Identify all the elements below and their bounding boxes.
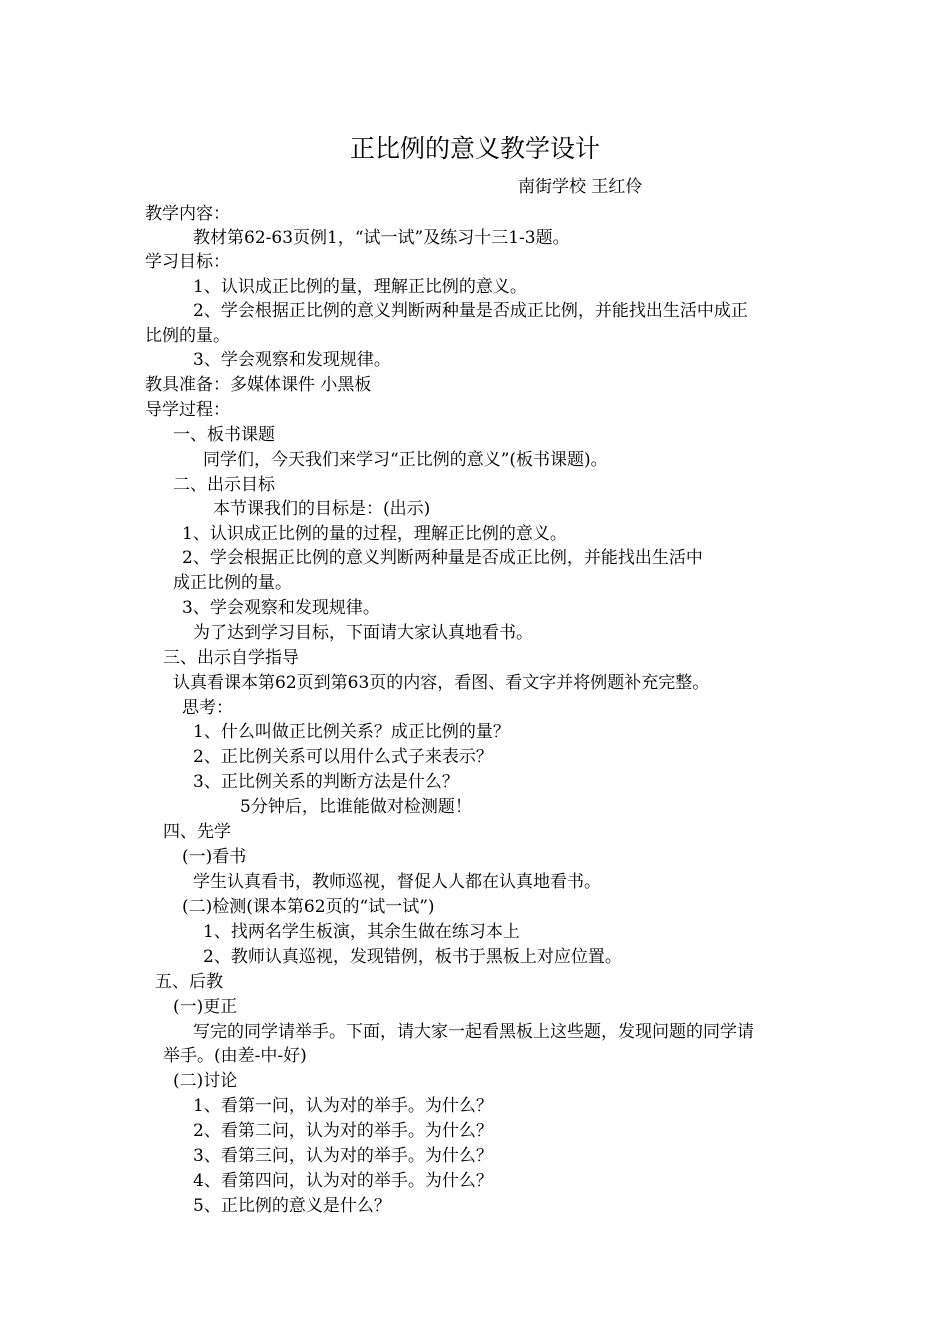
- text-line: 同学们，今天我们来学习“正比例的意义”(板书课题)。: [203, 450, 608, 470]
- heading-5: 五、后教: [155, 972, 223, 992]
- text-line: 2、教师认真巡视，发现错例，板书于黑板上对应位置。: [203, 947, 622, 967]
- text-line: 1、认识成正比例的量，理解正比例的意义。: [193, 277, 527, 297]
- text-line: 2、学会根据正比例的意义判断两种量是否成正比例，并能找出生活中成正: [193, 301, 748, 321]
- subheading: (二)讨论: [173, 1071, 238, 1091]
- subheading: (一)看书: [182, 847, 247, 867]
- text-line: 为了达到学习目标，下面请大家认真地看书。: [193, 623, 533, 643]
- text-line: 比例的量。: [145, 326, 230, 346]
- text-line: 3、学会观察和发现规律。: [182, 598, 380, 618]
- section-label-process: 导学过程：: [145, 400, 230, 420]
- subheading: (一)更正: [173, 997, 238, 1017]
- subheading: (二)检测(课本第62页的“试一试”): [182, 897, 435, 917]
- text-line: 写完的同学请举手。下面，请大家一起看黑板上这些题，发现问题的同学请: [193, 1022, 754, 1042]
- text-line: 3、看第三问，认为对的举手。为什么？: [193, 1146, 493, 1166]
- text-line: 2、看第二问，认为对的举手。为什么？: [193, 1121, 493, 1141]
- heading-1: 一、板书课题: [173, 425, 275, 445]
- text-line: 成正比例的量。: [173, 573, 292, 593]
- text-line: 4、看第四问，认为对的举手。为什么？: [193, 1171, 493, 1191]
- text-line: 思考：: [182, 698, 233, 718]
- text-line: 3、正比例关系的判断方法是什么？: [193, 772, 459, 792]
- text-line: 本节课我们的目标是：(出示): [213, 499, 431, 519]
- text-line: 1、看第一问，认为对的举手。为什么？: [193, 1096, 493, 1116]
- text-line: 2、正比例关系可以用什么式子来表示？: [193, 747, 493, 767]
- text-line: 认真看课本第62页到第63页的内容，看图、看文字并将例题补充完整。: [173, 673, 710, 693]
- heading-4: 四、先学: [163, 822, 231, 842]
- text-line: 5分钟后，比谁能做对检测题！: [240, 797, 472, 817]
- author-line: 南街学校 王红伶: [518, 177, 643, 197]
- section-label-goals: 学习目标：: [145, 252, 230, 272]
- text-line: 1、找两名学生板演，其余生做在练习本上: [203, 922, 520, 942]
- text-line: 教材第62-63页例1，“试一试”及练习十三1-3题。: [193, 228, 570, 248]
- document-title: 正比例的意义教学设计: [349, 134, 600, 163]
- text-line: 学生认真看书，教师巡视，督促人人都在认真地看书。: [193, 872, 601, 892]
- text-line: 1、什么叫做正比例关系？成正比例的量？: [193, 722, 510, 742]
- section-label-content: 教学内容：: [145, 204, 230, 224]
- text-line: 2、学会根据正比例的意义判断两种量是否成正比例，并能找出生活中: [182, 548, 703, 568]
- section-label-materials: 教具准备：多媒体课件 小黑板: [145, 375, 372, 395]
- text-line: 1、认识成正比例的量的过程，理解正比例的意义。: [182, 524, 567, 544]
- text-line: 3、学会观察和发现规律。: [193, 350, 391, 370]
- text-line: 举手。(由差-中-好): [163, 1046, 307, 1066]
- text-line: 5、正比例的意义是什么？: [193, 1196, 391, 1216]
- heading-2: 二、出示目标: [173, 475, 275, 495]
- heading-3: 三、出示自学指导: [163, 648, 299, 668]
